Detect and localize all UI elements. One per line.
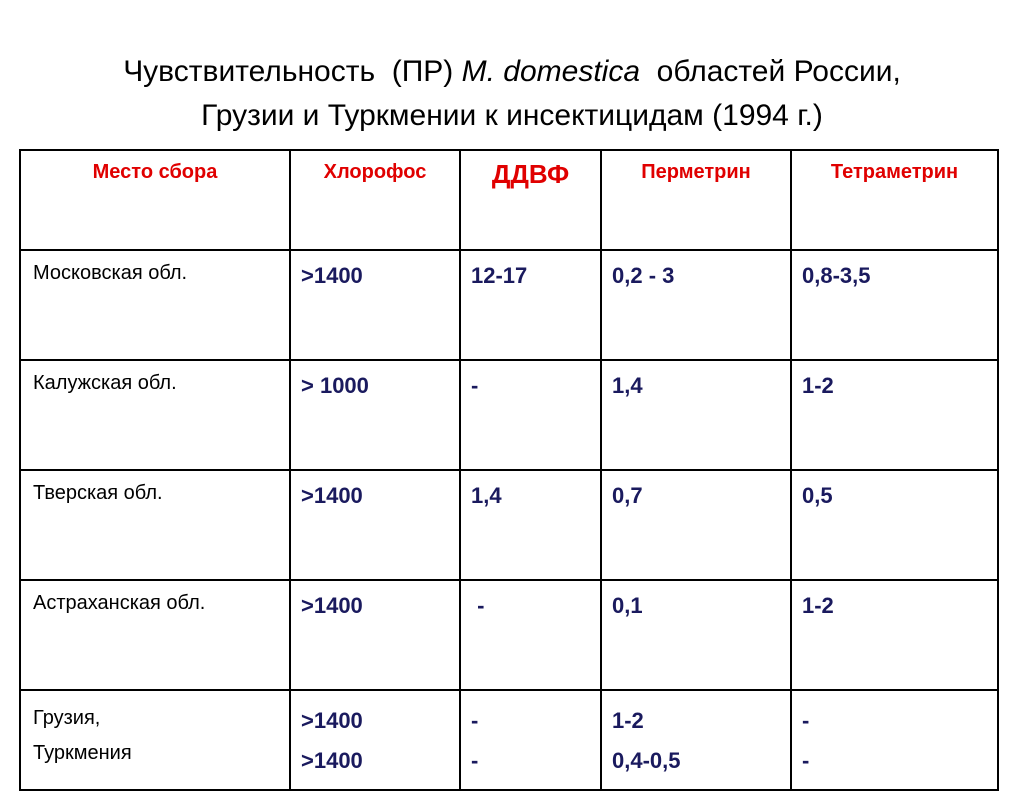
cell-chlorophos bbox=[290, 360, 460, 470]
table-row bbox=[20, 470, 998, 580]
cell-chlorophos-value: >1400 bbox=[301, 483, 363, 508]
cell-tetramethrin bbox=[791, 470, 998, 580]
cell-place-value: Калужская обл. bbox=[33, 372, 177, 394]
cell-tetramethrin bbox=[791, 580, 998, 690]
cell-ddvf-value: - bbox=[471, 708, 479, 733]
header-permethrin: Перметрин bbox=[601, 150, 791, 250]
title-line-1 bbox=[0, 50, 1024, 94]
cell-permethrin bbox=[601, 580, 791, 690]
cell-place bbox=[20, 360, 290, 470]
header-place: Место сбора bbox=[20, 150, 290, 250]
cell-tetramethrin bbox=[791, 360, 998, 470]
cell-chlorophos bbox=[290, 470, 460, 580]
cell-tetramethrin-value: - bbox=[802, 748, 810, 773]
header-chlorophos: Хлорофос bbox=[290, 150, 460, 250]
cell-permethrin-value: 1,4 bbox=[612, 373, 643, 398]
cell-ddvf bbox=[460, 580, 601, 690]
cell-permethrin-value: 1-2 bbox=[612, 708, 644, 733]
cell-chlorophos bbox=[290, 250, 460, 360]
cell-place-value: Астраханская обл. bbox=[33, 592, 206, 614]
header-ddvf: ДДВФ bbox=[460, 150, 601, 250]
cell-ddvf-value: 1,4 bbox=[471, 483, 502, 508]
cell-tetramethrin bbox=[791, 250, 998, 360]
cell-permethrin bbox=[601, 470, 791, 580]
cell-place bbox=[20, 580, 290, 690]
table-row bbox=[20, 690, 998, 790]
cell-tetramethrin-value: 1-2 bbox=[802, 593, 834, 618]
table-header-row bbox=[20, 150, 998, 250]
header-tetramethrin: Тетраметрин bbox=[791, 150, 998, 250]
cell-tetramethrin-value: 1-2 bbox=[802, 373, 834, 398]
title-species: M. domestica bbox=[461, 55, 641, 88]
cell-ddvf-value: 12-17 bbox=[471, 263, 528, 288]
cell-tetramethrin-value: - bbox=[802, 708, 810, 733]
cell-permethrin bbox=[601, 690, 791, 790]
cell-ddvf bbox=[460, 470, 601, 580]
slide-title bbox=[0, 50, 1024, 138]
cell-chlorophos-value: > 1000 bbox=[301, 373, 369, 398]
cell-place bbox=[20, 470, 290, 580]
cell-place-value: Московская обл. bbox=[33, 262, 188, 284]
cell-ddvf-value: - bbox=[471, 748, 479, 773]
cell-chlorophos-value: >1400 bbox=[301, 748, 363, 773]
cell-ddvf-value: - bbox=[471, 593, 485, 618]
cell-permethrin bbox=[601, 360, 791, 470]
cell-permethrin bbox=[601, 250, 791, 360]
cell-ddvf bbox=[460, 250, 601, 360]
cell-place-value: Грузия, bbox=[33, 707, 101, 729]
cell-permethrin-value: 0,2 - 3 bbox=[612, 263, 675, 288]
cell-permethrin-value: 0,4-0,5 bbox=[612, 748, 681, 773]
table-row bbox=[20, 360, 998, 470]
cell-chlorophos-value: >1400 bbox=[301, 263, 363, 288]
cell-permethrin-value: 0,7 bbox=[612, 483, 643, 508]
sensitivity-table bbox=[19, 149, 999, 791]
cell-place-value: Туркмения bbox=[33, 742, 132, 764]
title-line-1-post: областей России, bbox=[640, 55, 901, 88]
cell-chlorophos-value: >1400 bbox=[301, 593, 363, 618]
table-row bbox=[20, 580, 998, 690]
cell-place-value: Тверская обл. bbox=[33, 482, 163, 504]
cell-place bbox=[20, 690, 290, 790]
cell-chlorophos bbox=[290, 690, 460, 790]
cell-tetramethrin-value: 0,5 bbox=[802, 483, 833, 508]
cell-tetramethrin-value: 0,8-3,5 bbox=[802, 263, 871, 288]
title-line-1-pre: Чувствительность (ПР) bbox=[123, 55, 462, 88]
title-line-2: Грузии и Туркмении к инсектицидам (1994 г.) bbox=[201, 99, 823, 132]
cell-chlorophos bbox=[290, 580, 460, 690]
cell-place bbox=[20, 250, 290, 360]
cell-tetramethrin bbox=[791, 690, 998, 790]
table-row bbox=[20, 250, 998, 360]
cell-ddvf bbox=[460, 360, 601, 470]
cell-ddvf bbox=[460, 690, 601, 790]
cell-ddvf-value: - bbox=[471, 373, 479, 398]
cell-chlorophos-value: >1400 bbox=[301, 708, 363, 733]
cell-permethrin-value: 0,1 bbox=[612, 593, 643, 618]
